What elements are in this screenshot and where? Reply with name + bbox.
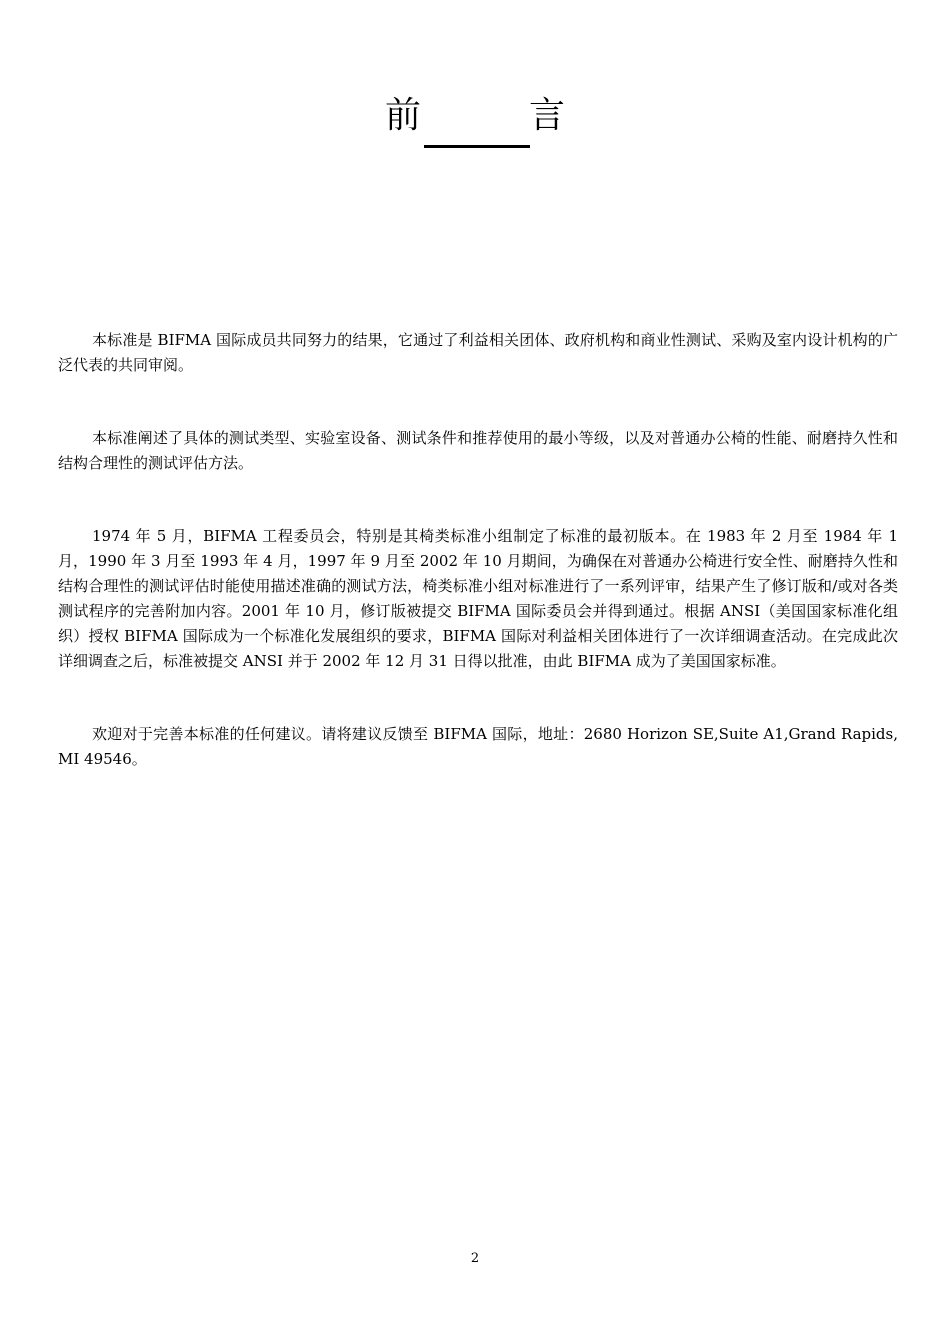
page-title: 前 言	[384, 95, 601, 136]
page-number: 2	[470, 1251, 480, 1266]
paragraph-history: 1974 年 5 月，BIFMA 工程委员会，特别是其椅类标准小组制定了标准的最初版本。在 1983 年 2 月至 1984 年 1 月，1990 年 3 月至 1993 年 4 月，1997 年 9 月至 2002 年 10 月期间，为确保在对普通办公椅进行安全性、耐磨持久性和结构合理性的测试评估时能使用描述准确的测试方法，椅类标准小组对标准进行了一系列评审，结果产生了修订版和/或对各类测试程序的完善附加内容。2001 年 10 月，修订版被提交 BIFMA 国际委员会并得到通过。根据 ANSI（美国国家标准化组织）授权 BIFMA 国际成为一个标准化发展组织的要求，BIFMA 国际对利益相关团体进行了一次详细调查活动。在完成此次详细调查之后，标准被提交 ANSI 并于 2002 年 12 月 31 日得以批准，由此 BIFMA 成为了美国国家标准。	[58, 527, 898, 670]
paragraph-scope: 本标准阐述了具体的测试类型、实验室设备、测试条件和推荐使用的最小等级，以及对普通办公椅的性能、耐磨持久性和结构合理性的测试评估方法。	[58, 429, 898, 472]
preface-body	[58, 328, 898, 772]
paragraph-feedback: 欢迎对于完善本标准的任何建议。请将建议反馈至 BIFMA 国际，地址：2680 Horizon SE,Suite A1,Grand Rapids,MI 49546。	[58, 725, 898, 768]
title-underline	[424, 145, 530, 148]
paragraph-review: 本标准是 BIFMA 国际成员共同努力的结果，它通过了利益相关团体、政府机构和商业性测试、采购及室内设计机构的广泛代表的共同审阅。	[58, 331, 898, 374]
